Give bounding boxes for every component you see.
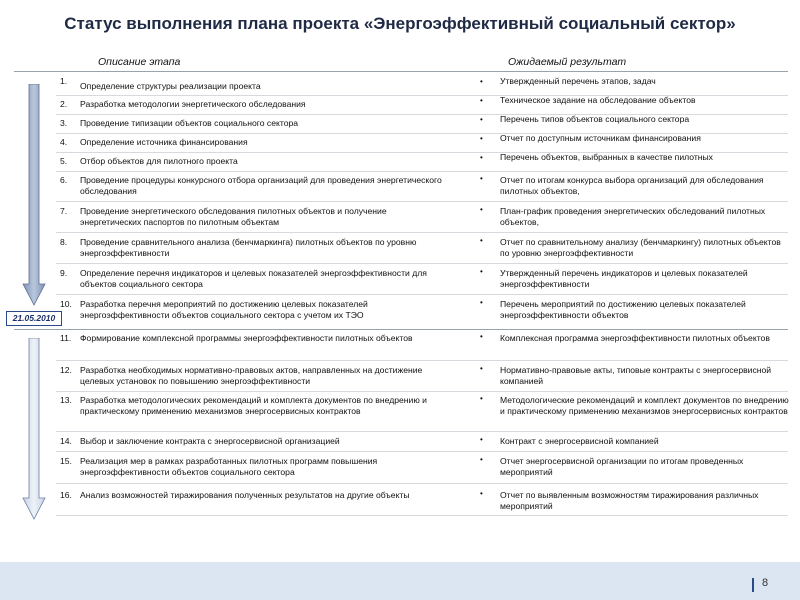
table-row bbox=[56, 294, 788, 325]
table-row bbox=[56, 152, 788, 172]
bullet-icon: • bbox=[480, 332, 483, 341]
row-description: Разработка перечня мероприятий по достижению целевых показателей энергоэффективности объектов социального сектора с учетом их ТЭО bbox=[80, 299, 368, 320]
row-description: Проведение типизации объектов социального сектора bbox=[80, 118, 299, 128]
row-number: 7. bbox=[60, 206, 68, 216]
row-result: Отчет по сравнительному анализу (бенчмаркингу) пилотных объектов по уровню энергоэффективности bbox=[500, 237, 781, 258]
row-result: Контракт с энергосервисной компанией bbox=[500, 436, 659, 446]
bullet-icon: • bbox=[480, 435, 483, 444]
row-result: План-график проведения энергетических обследований пилотных объектов, bbox=[500, 206, 766, 227]
row-description: Проведение сравнительного анализа (бенчмаркинга) пилотных объектов по уровню энергоэффективности bbox=[80, 237, 417, 258]
row-description: Выбор и заключение контракта с энергосервисной организацией bbox=[80, 436, 340, 446]
bullet-icon: • bbox=[480, 489, 483, 498]
table-row bbox=[56, 171, 788, 202]
row-number: 6. bbox=[60, 175, 68, 185]
header-divider bbox=[14, 71, 788, 72]
row-number: 13. bbox=[60, 395, 72, 405]
footer-band bbox=[0, 562, 800, 600]
bullet-icon: • bbox=[480, 236, 483, 245]
row-number: 15. bbox=[60, 456, 72, 466]
table-row bbox=[56, 360, 788, 392]
row-number: 16. bbox=[60, 490, 72, 500]
row-result: Перечень объектов, выбранных в качестве пилотных bbox=[500, 152, 713, 162]
row-number: 4. bbox=[60, 137, 68, 147]
row-number: 1. bbox=[60, 76, 68, 86]
bullet-icon: • bbox=[480, 455, 483, 464]
table-row bbox=[56, 232, 788, 264]
table-row bbox=[56, 133, 788, 153]
row-number: 10. bbox=[60, 299, 72, 309]
row-description: Определение источника финансирования bbox=[80, 137, 248, 147]
bullet-icon: • bbox=[480, 153, 483, 162]
row-description: Отбор объектов для пилотного проекта bbox=[80, 156, 238, 166]
row-result: Отчет энергосервисной организации по итогам проведенных мероприятий bbox=[500, 456, 744, 477]
bullet-icon: • bbox=[480, 364, 483, 373]
row-result: Нормативно-правовые акты, типовые контракты с энергосервисной компанией bbox=[500, 365, 772, 386]
table-row bbox=[56, 95, 788, 115]
row-number: 2. bbox=[60, 99, 68, 109]
row-description: Реализация мер в рамках разработанных пилотных программ повышения энергоэффективности объектов социального сектора bbox=[80, 456, 378, 477]
row-description: Определение перечня индикаторов и целевых показателей энергоэффективности для объектов социального сектора bbox=[80, 268, 427, 289]
row-result: Отчет по доступным источникам финансирования bbox=[500, 133, 701, 143]
row-number: 9. bbox=[60, 268, 68, 278]
table-row bbox=[56, 76, 788, 96]
column-header-description: Описание этапа bbox=[98, 56, 181, 68]
row-number: 12. bbox=[60, 365, 72, 375]
row-description: Разработка необходимых нормативно-правовых актов, направленных на достижение целевых установок по повышению энергоэффективности bbox=[80, 365, 423, 386]
bullet-icon: • bbox=[480, 115, 483, 124]
bullet-icon: • bbox=[480, 205, 483, 214]
table-row bbox=[56, 330, 788, 361]
bullet-icon: • bbox=[480, 77, 483, 86]
table-row bbox=[56, 201, 788, 233]
page-title: Статус выполнения плана проекта «Энергоэффективный социальный сектор» bbox=[64, 14, 736, 33]
footer-accent-bar bbox=[752, 578, 754, 592]
row-result: Отчет по итогам конкурса выбора организаций для обследования пилотных объектов, bbox=[500, 175, 764, 196]
page-number: 8 bbox=[762, 577, 769, 589]
timeline-arrow-planned-icon bbox=[22, 338, 46, 520]
row-description: Разработка методологии энергетического обследования bbox=[80, 99, 306, 109]
bullet-icon: • bbox=[480, 174, 483, 183]
table-row bbox=[56, 431, 788, 452]
row-result: Методологические рекомендаций и комплект документов по внедрению и практическому применению механизмов энергосервисных контрактов bbox=[500, 395, 789, 416]
column-header-result: Ожидаемый результат bbox=[508, 56, 627, 68]
row-number: 8. bbox=[60, 237, 68, 247]
table-row bbox=[56, 263, 788, 295]
bullet-icon: • bbox=[480, 134, 483, 143]
row-result: Перечень мероприятий по достижению целевых показателей энергоэффективности объектов bbox=[500, 299, 746, 320]
row-number: 5. bbox=[60, 156, 68, 166]
row-number: 3. bbox=[60, 118, 68, 128]
table-row bbox=[56, 391, 788, 432]
row-result: Комплексная программа энергоэффективности пилотных объектов bbox=[500, 333, 770, 343]
timeline-arrow-completed-icon bbox=[22, 84, 46, 306]
table-row bbox=[56, 483, 788, 516]
bullet-icon: • bbox=[480, 298, 483, 307]
row-description: Проведение процедуры конкурсного отбора организаций для проведения энергетического обследования bbox=[80, 175, 442, 196]
row-result: Отчет по выявленным возможностям тиражирования различных мероприятий bbox=[500, 490, 759, 511]
row-result: Утвержденный перечень индикаторов и целевых показателей энергоэффективности bbox=[500, 268, 748, 289]
bullet-icon: • bbox=[480, 394, 483, 403]
row-number: 11. bbox=[60, 333, 72, 343]
table-row bbox=[56, 451, 788, 484]
milestone-date-badge: 21.05.2010 bbox=[6, 311, 62, 326]
row-description: Определение структуры реализации проекта bbox=[80, 81, 261, 91]
row-description: Формирование комплексной программы энергоэффективности пилотных объектов bbox=[80, 333, 413, 343]
row-number: 14. bbox=[60, 436, 72, 446]
row-description: Проведение энергетического обследования пилотных объектов и получение энергетических паспортов по пилотным объектам bbox=[80, 206, 387, 227]
row-description: Анализ возможностей тиражирования полученных результатов на другие объекты bbox=[80, 490, 410, 500]
table-row bbox=[56, 114, 788, 134]
bullet-icon: • bbox=[480, 96, 483, 105]
row-description: Разработка методологических рекомендаций и комплекта документов по внедрению и практическому применению механизмов энергосервисных контрактов bbox=[80, 395, 427, 416]
row-result: Перечень типов объектов социального сектора bbox=[500, 114, 690, 124]
row-result: Техническое задание на обследование объектов bbox=[500, 95, 696, 105]
row-result: Утвержденный перечень этапов, задач bbox=[500, 76, 656, 86]
bullet-icon: • bbox=[480, 267, 483, 276]
